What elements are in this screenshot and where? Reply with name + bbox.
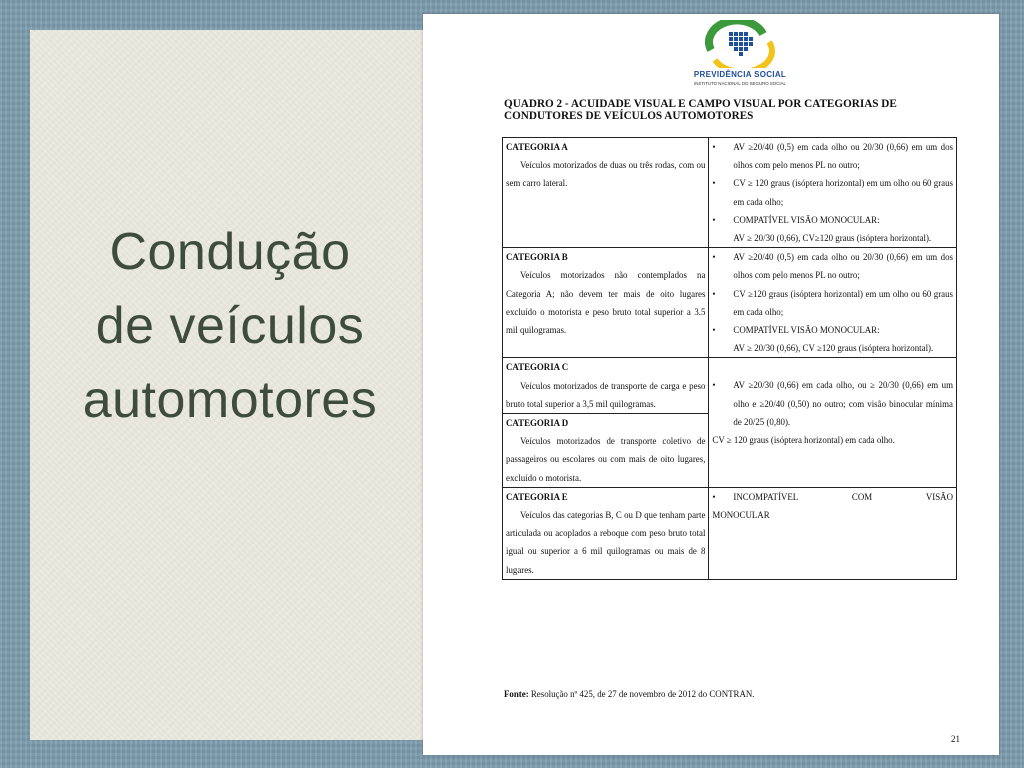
- category-d-description: Veículos motorizados de transporte coletivo de passageiros ou escolares ou com mais de oito lugares, excluído o motorista.: [506, 436, 706, 483]
- categories-table: [502, 137, 957, 580]
- category-a-req-av: • AV ≥20/40 (0,5) em cada olho ou 20/30 (0,66) em um dos olhos com pelo menos PL no outro;: [712, 138, 953, 174]
- category-e-description: Veículos das categorias B, C ou D que tenham parte articulada ou acoplados a reboque com peso bruto total igual ou superior a 6 mil quilogramas ou mais de 8 lugares.: [506, 510, 706, 575]
- slide-title-line-3: automotores: [82, 371, 378, 429]
- document-image: [423, 14, 999, 755]
- category-c-cell: [503, 358, 709, 414]
- category-e-requirements: [709, 487, 957, 579]
- logo-name: PREVIDÊNCIA SOCIAL: [693, 70, 787, 79]
- category-a-req-cv: • CV ≥ 120 graus (isóptera horizontal) em um olho ou 60 graus em cada olho;: [712, 174, 953, 210]
- mono-word-3: VISÃO: [925, 491, 953, 502]
- source-text: Resolução nº 425, de 27 de novembro de 2012 do CONTRAN.: [530, 689, 755, 699]
- category-b-heading: CATEGORIA B: [506, 252, 568, 263]
- category-d-heading: CATEGORIA D: [506, 418, 569, 429]
- category-e-req-mono: [712, 488, 953, 506]
- category-b-requirements: [709, 248, 957, 358]
- category-a-req-mono: • COMPATÍVEL VISÃO MONOCULAR:: [712, 211, 953, 229]
- category-b-cell: [503, 248, 709, 358]
- mono-word-4: MONOCULAR: [712, 510, 770, 521]
- category-b-req-mono-detail: AV ≥ 20/30 (0,66), CV ≥120 graus (isóptera horizontal).: [733, 343, 934, 354]
- table-title-line-2: CONDUTORES DE VEÍCULOS AUTOMOTORES: [504, 110, 754, 122]
- logo-subtitle: INSTITUTO NACIONAL DO SEGURO SOCIAL: [694, 81, 786, 86]
- category-a-requirements: [709, 138, 957, 248]
- category-b-req-cv: • CV ≥120 graus (isóptera horizontal) em um olho ou 60 graus em cada olho;: [712, 285, 953, 321]
- table-title-line-1: QUADRO 2 - ACUIDADE VISUAL E CAMPO VISUAL POR CATEGORIAS DE: [504, 98, 897, 110]
- slide-title-line-2: de veículos: [95, 297, 365, 355]
- category-c-heading: CATEGORIA C: [506, 362, 569, 373]
- category-cde-req-cv: CV ≥ 120 graus (isóptera horizontal) em cada olho.: [712, 435, 895, 446]
- category-b-req-mono: • COMPATÍVEL VISÃO MONOCULAR:: [712, 321, 953, 339]
- category-b-req-av: • AV ≥20/40 (0,5) em cada olho ou 20/30 (0,66) em um dos olhos com pelo menos PL no outro;: [712, 248, 953, 284]
- slide-title-line-1: Condução: [109, 223, 351, 281]
- previdencia-logo-icon: [705, 20, 775, 68]
- table-row: [503, 138, 957, 248]
- category-d-cell: [503, 414, 709, 488]
- table-title: [504, 98, 954, 122]
- category-c-description: Veículos motorizados de transporte de carga e peso bruto total superior a 3,5 mil quilogramas.: [506, 380, 706, 409]
- category-a-heading: CATEGORIA A: [506, 142, 568, 152]
- category-e-cell: [503, 487, 709, 579]
- category-a-cell: [503, 138, 709, 248]
- category-e-heading: CATEGORIA E: [506, 491, 568, 502]
- category-a-description: Veículos motorizados de duas ou três rodas, com ou sem carro lateral.: [506, 160, 706, 189]
- table-row: [503, 487, 957, 579]
- category-cde-req-av: • AV ≥20/30 (0,66) em cada olho, ou ≥ 20/30 (0,66) em um olho e ≥20/40 (0,50) no outro; com visão binocular mínima de 20/25 (0,80).: [712, 376, 953, 431]
- mono-word-2: COM: [851, 491, 873, 502]
- source-label: Fonte:: [504, 689, 529, 699]
- page-number: 21: [951, 734, 960, 744]
- previdencia-logo: [685, 20, 795, 96]
- mono-word-1: • INCOMPATÍVEL: [733, 491, 799, 502]
- category-b-description: Veículos motorizados não contemplados na Categoria A; não devem ter mais de oito lugares excluído o motorista e peso bruto total superior a 3.5 mil quilogramas.: [506, 270, 706, 336]
- table-row: [503, 358, 957, 414]
- source-note: [504, 689, 954, 699]
- table-row: [503, 248, 957, 358]
- slide-title: [40, 215, 420, 437]
- category-cd-requirements: [709, 358, 957, 487]
- category-a-req-mono-detail: AV ≥ 20/30 (0,66), CV≥120 graus (isóptera horizontal).: [733, 233, 932, 244]
